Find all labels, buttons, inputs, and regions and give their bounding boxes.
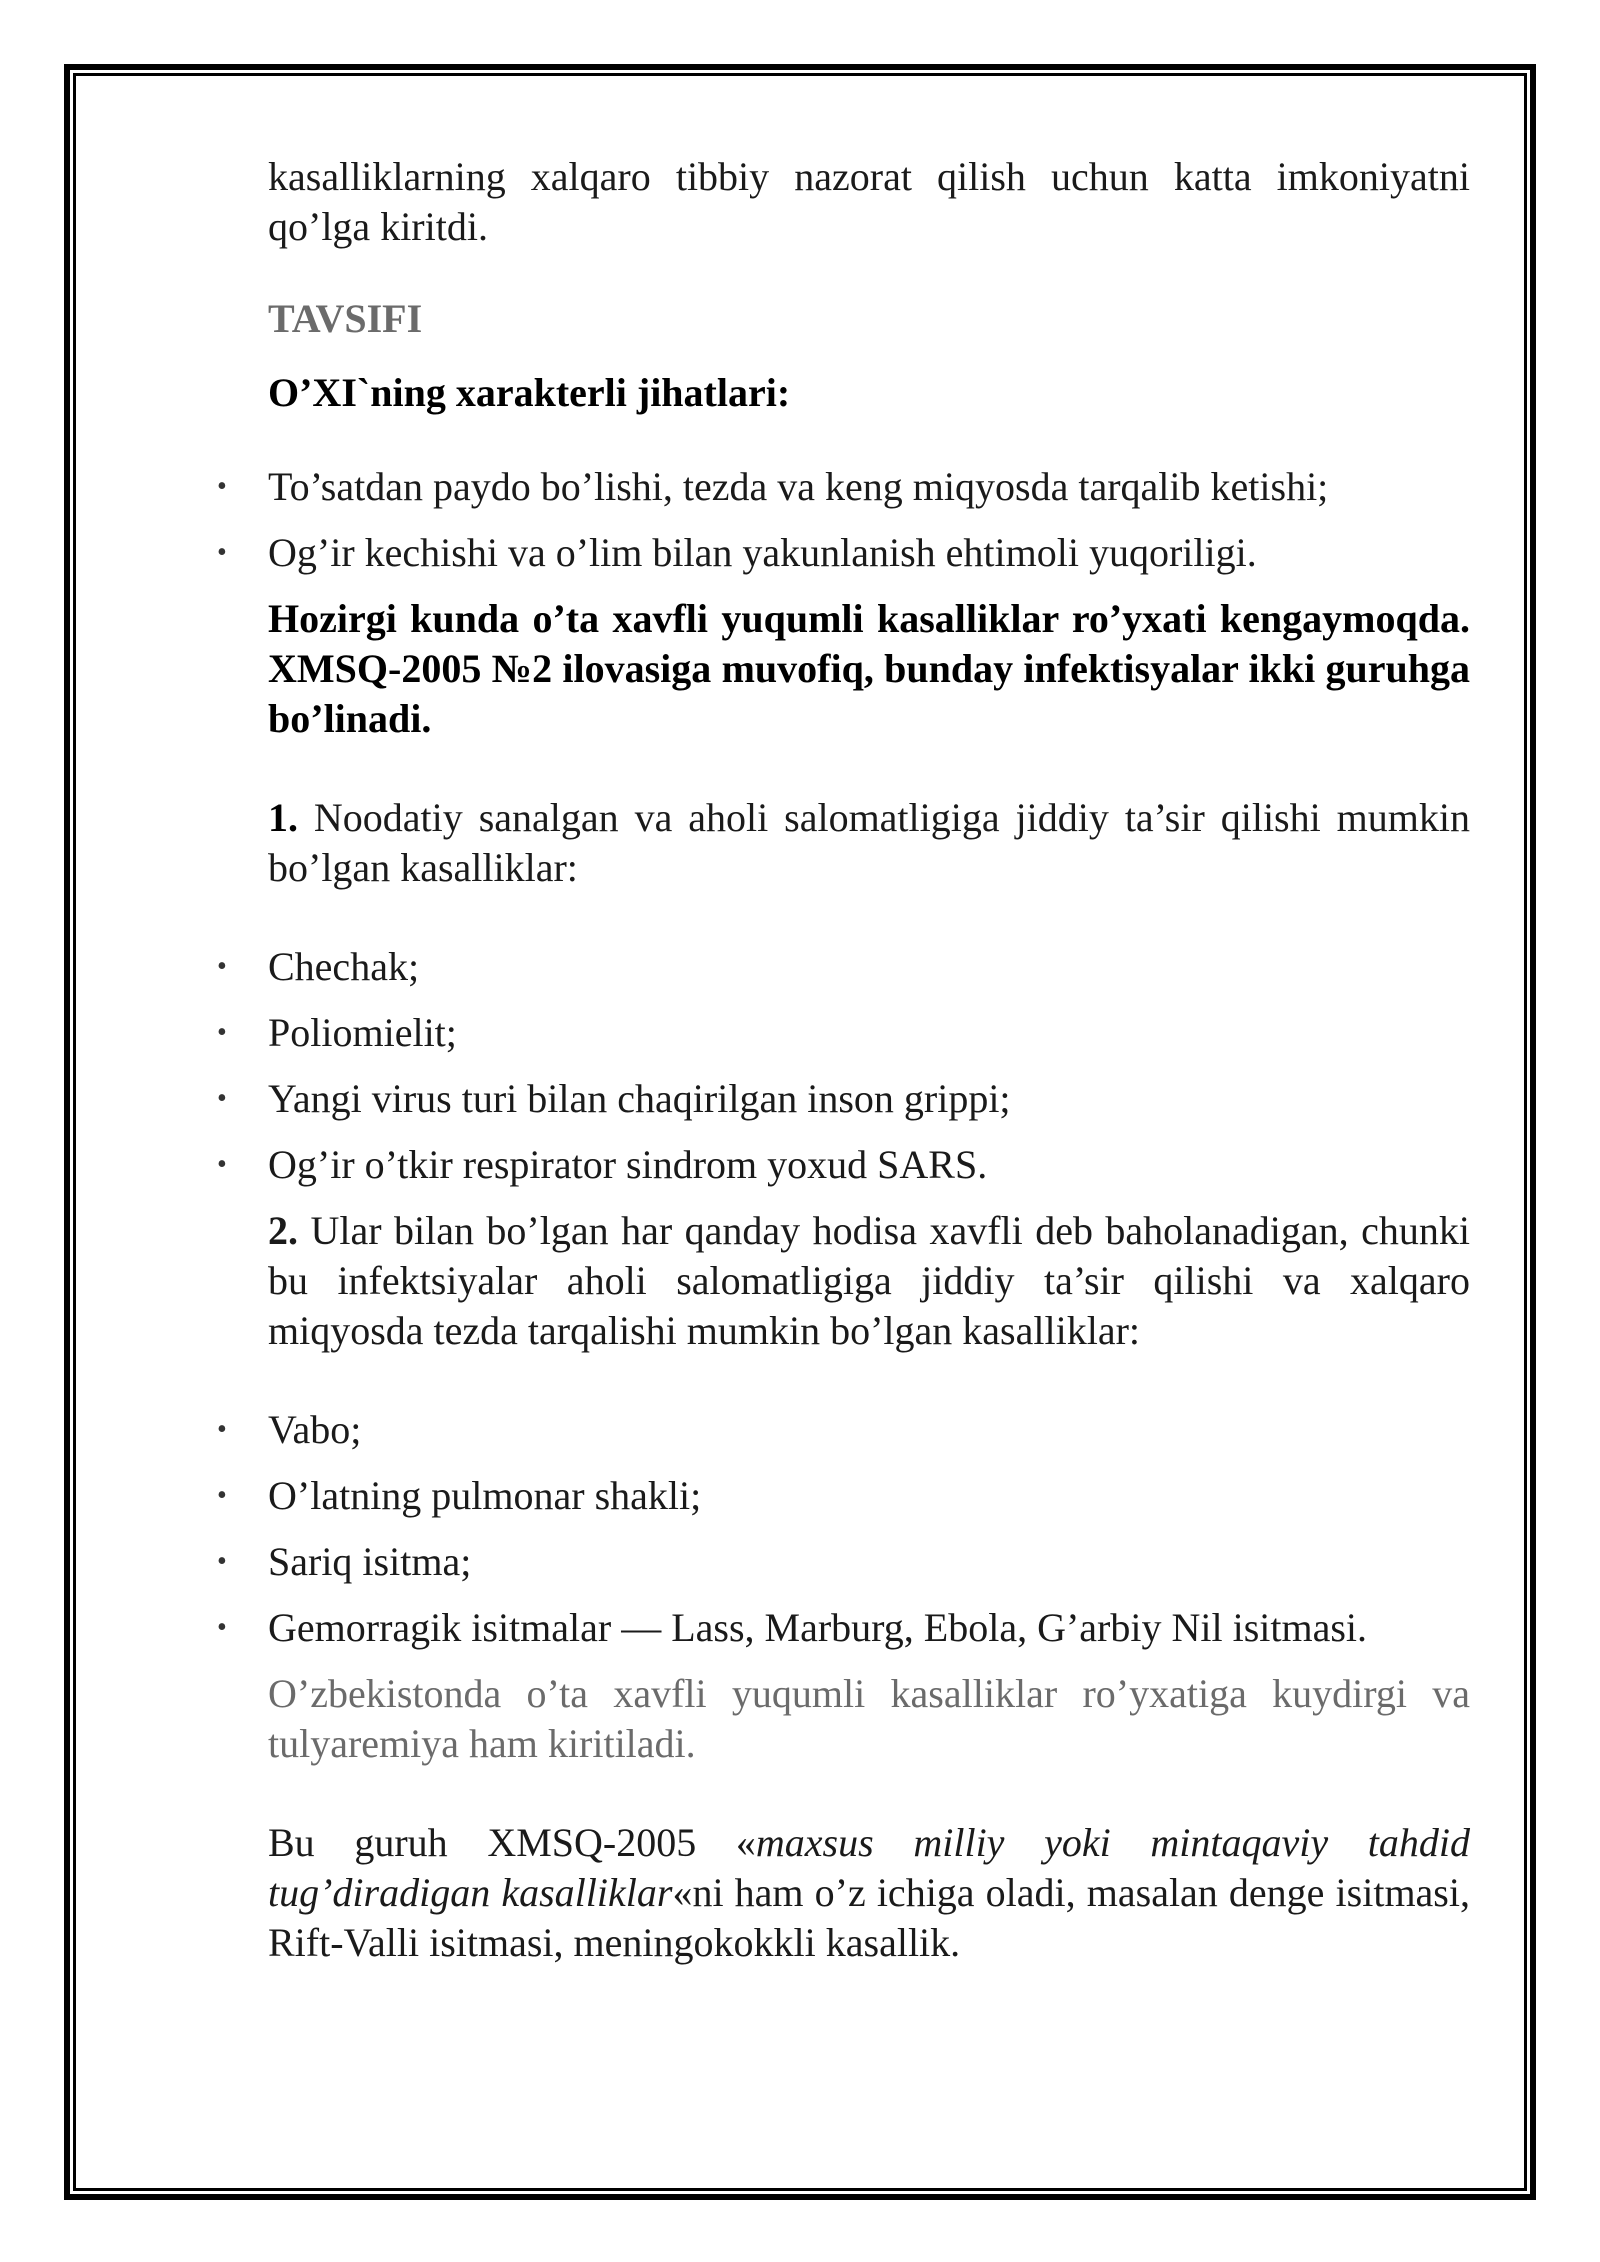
list-item: • Og’ir o’tkir respirator sindrom yoxud SARS.: [268, 1140, 1470, 1190]
closing-italic-text: maxsus milliy yoki mintaqaviy tahdid tug’diradigan kasalliklar: [268, 1820, 1471, 1915]
list-item: • Vabo;: [268, 1405, 1470, 1455]
group2-intro: [268, 1206, 1470, 1356]
list-item: • Gemorragik isitmalar — Lass, Marburg, Ebola, G’arbiy Nil isitmasi.: [268, 1603, 1470, 1653]
document-body: [268, 152, 1470, 1968]
uzbekistan-note: O’zbekistonda o’ta xavfli yuqumli kasalliklar ro’yxatiga kuydirgi va tulyaremiya ham kiritiladi.: [268, 1671, 1470, 1766]
list-item: • Chechak;: [268, 942, 1470, 992]
group1-text: Noodatiy sanalgan va aholi salomatligiga jiddiy ta’sir qilishi mumkin bo’lgan kasalliklar:: [268, 795, 1470, 890]
group2-number: 2.: [268, 1208, 298, 1253]
bold-paragraph: Hozirgi kunda o’ta xavfli yuqumli kasalliklar ro’yxati kengaymoqda. XMSQ-2005 №2 ilovasiga muvofiq, bunday infektisyalar ikki guruhga bo’linadi.: [268, 596, 1470, 741]
intro-paragraph: kasalliklarning xalqaro tibbiy nazorat qilish uchun katta imkoniyatni qo’lga kiritdi.: [268, 154, 1470, 249]
group1-intro: [268, 793, 1470, 893]
closing-paragraph: [268, 1818, 1470, 1968]
group2-text: Ular bilan bo’lgan har qanday hodisa xavfli deb baholanadigan, chunki bu infektsiyalar aholi salomatligiga jiddiy ta’sir qilishi va xalqaro miqyosda tezda tarqalishi mumkin bo’lgan kasalliklar:: [268, 1208, 1470, 1353]
section-label: TAVSIFI: [268, 296, 423, 341]
features-heading: O’XI`ning xarakterli jihatlari:: [268, 370, 791, 415]
list-item: • Sariq isitma;: [268, 1537, 1470, 1587]
group1-number: 1.: [268, 795, 298, 840]
list-item: • Og’ir kechishi va o’lim bilan yakunlanish ehtimoli yuqoriligi.: [268, 528, 1470, 578]
closing-text-before: Bu guruh XMSQ-2005 «: [268, 1820, 756, 1865]
group2-list: [268, 1405, 1470, 1653]
list-item: • Yangi virus turi bilan chaqirilgan inson grippi;: [268, 1074, 1470, 1124]
list-item: • Poliomielit;: [268, 1008, 1470, 1058]
features-list: [268, 462, 1470, 578]
list-item: • To’satdan paydo bo’lishi, tezda va keng miqyosda tarqalib ketishi;: [268, 462, 1470, 512]
group1-list: [268, 942, 1470, 1190]
closing-text-after: «ni ham o’z ichiga oladi, masalan denge isitmasi, Rift-Valli isitmasi, meningokokkli kasallik.: [268, 1870, 1470, 1965]
list-item: • O’latning pulmonar shakli;: [268, 1471, 1470, 1521]
